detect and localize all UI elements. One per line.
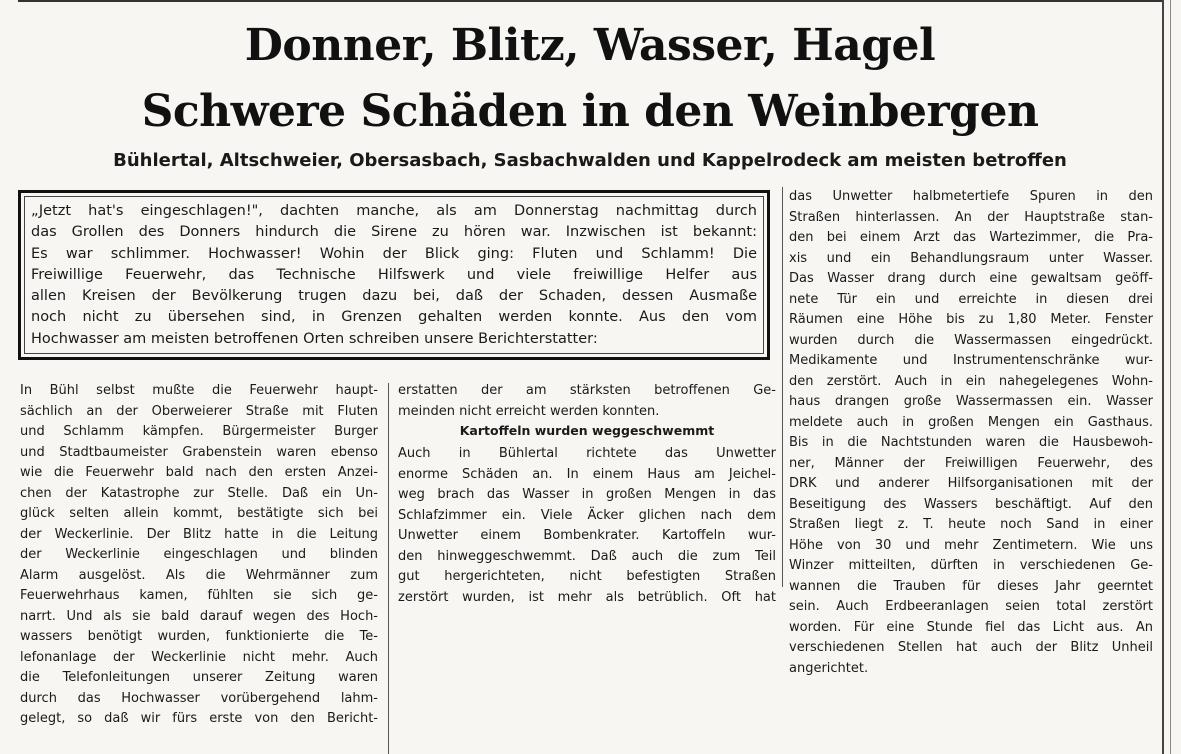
column-2-line: zerstört wurden, ist mehr als betrüblich. Oft hat xyxy=(398,589,776,605)
column-1-line: wassers benötigt wurden, funktionierte die Te- xyxy=(20,629,378,644)
column-3-line: sein. Auch Erdbeeranlagen seien total zerstört xyxy=(789,599,1153,614)
column-1-line: durch das Hochwasser vorübergehend lahm- xyxy=(20,690,378,706)
column-2-top xyxy=(398,381,776,422)
intro-paragraph xyxy=(31,201,757,350)
column-3-line: Winzer mitteilten, dürften in verschiedenen Ge- xyxy=(789,558,1153,573)
column-3-line: das Unwetter halbmetertiefe Spuren in den xyxy=(789,189,1153,204)
column-3-line: Beseitigung des Wassers beschäftigt. Auf den xyxy=(789,496,1153,512)
column-1-line: gelegt, so daß wir fürs erste von den Bericht- xyxy=(20,711,378,726)
intro-line: Hochwasser am meisten betroffenen Orten schreiben unsere Berichterstatter: xyxy=(31,330,598,347)
column-1-line: lefonanlage der Weckerlinie nicht mehr. Auch xyxy=(20,649,378,665)
column-3-line: meldete auch in großen Mengen ein Gasthaus. xyxy=(789,414,1153,430)
column-divider-2 xyxy=(782,187,783,587)
intro-box xyxy=(18,190,770,360)
column-3-line: haus drangen große Wassermassen ein. Wasser xyxy=(789,394,1153,409)
intro-line: Freiwillige Feuerwehr, das Technische Hilfswerk und viele freiwillige Helfer aus xyxy=(31,266,757,283)
column-3-line: xis und ein Behandlungsraum unter Wasser. xyxy=(789,250,1153,266)
column-3-line: Das Wasser drang durch eine gewaltsam geöff- xyxy=(789,271,1153,286)
column-1-line: der Weckerlinie. Der Blitz hatte in die Leitung xyxy=(20,526,378,542)
column-1-line: die Telefonleitungen unserer Zeitung waren xyxy=(20,670,378,685)
column-2-line: erstatten der am stärksten betroffenen Ge- xyxy=(398,383,776,398)
column-1-line: sächlich an der Oberweierer Straße mit Fluten xyxy=(20,403,378,419)
column-2-line: Auch in Bühlertal richtete das Unwetter xyxy=(398,446,776,461)
column-2-line: Schlafzimmer ein. Viele Äcker glichen nach dem xyxy=(398,507,776,523)
column-3-line: worden. Für eine Stunde fiel das Licht aus. An xyxy=(789,619,1153,635)
column-3-line: Bis in die Nachtstunden waren die Hausbewoh- xyxy=(789,435,1153,450)
column-2-line: meinden nicht erreicht werden konnten. xyxy=(398,403,660,419)
column-1-line: und Stadtbaumeister Grabenstein waren ebenso xyxy=(20,444,378,460)
column-2-line: den hinweggeschwemmt. Daß auch die zum Teil xyxy=(398,548,776,564)
column-divider-1 xyxy=(388,383,389,754)
column-1-line: der Weckerlinie eingeschlagen und blinden xyxy=(20,547,378,562)
right-rule xyxy=(1162,0,1164,754)
right-rule-thin xyxy=(1170,0,1171,754)
column-1-line: glück selten allein kommt, bestätigte sich bei xyxy=(20,506,378,521)
column-3-line: angerichtet. xyxy=(789,660,869,676)
intro-line: Es war schlimmer. Hochwasser! Wohin der Blick ging: Fluten und Schlamm! Die xyxy=(31,245,757,262)
column-3-line: Straßen liegt z. T. heute noch Sand in einer xyxy=(789,517,1153,532)
column-3-line: den zerstört. Auch in ein nahegelegenes Wohn- xyxy=(789,373,1153,389)
column-1-line: narrt. Und als sie bald darauf wegen des Hoch- xyxy=(20,608,378,624)
column-2-line: weg brach das Wasser in großen Mengen in das xyxy=(398,487,776,502)
column-2-line: Unwetter einem Bombenkrater. Kartoffeln wur- xyxy=(398,528,776,543)
column-3-line: den bei einem Arzt das Wartezimmer, die Pra- xyxy=(789,230,1153,245)
column-3-line: verschiedenen Stellen hat auch der Blitz Unheil xyxy=(789,640,1153,655)
column-1-line: Feuerwehrhaus kamen, fühlten sie sich ge- xyxy=(20,588,378,603)
column-3-line: nete Tür ein und erreichte in diesen drei xyxy=(789,291,1153,307)
intro-line: „Jetzt hat's eingeschlagen!", dachten manche, als am Donnerstag nachmittag durch xyxy=(31,203,757,219)
column-1-line: und Schlamm kämpfen. Bürgermeister Burger xyxy=(20,424,378,439)
column-1 xyxy=(20,381,378,730)
column-3-line: Medikamente und Instrumentenschränke wur- xyxy=(789,353,1153,368)
column-2-line: enorme Schäden an. In einem Haus am Jeichel- xyxy=(398,466,776,482)
intro-line: das Grollen des Donners hindurch die Sirene zu hören war. Inzwischen ist bekannt: xyxy=(31,224,757,241)
column-2-body xyxy=(398,444,776,608)
column-1-line: In Bühl selbst mußte die Feuerwehr haupt- xyxy=(20,383,378,398)
column-1-line: chen der Katastrophe zur Stelle. Daß ein Un- xyxy=(20,485,378,501)
column-3 xyxy=(789,187,1153,679)
column-2-line: gut hergerichteten, nicht befestigten Straßen xyxy=(398,569,776,584)
column-3-line: ner, Männer der Freiwilligen Feuerwehr, des xyxy=(789,455,1153,471)
column-1-line: Alarm ausgelöst. Als die Wehrmänner zum xyxy=(20,567,378,583)
intro-line: allen Kreisen der Bevölkerung trugen dazu bei, daß der Schaden, dessen Ausmaße xyxy=(31,288,757,305)
column-3-line: wannen die Trauben für dieses Jahr geerntet xyxy=(789,578,1153,594)
column-3-line: Räumen eine Höhe bis zu 1,80 Meter. Fenster xyxy=(789,312,1153,327)
section-heading: Kartoffeln wurden weggeschwemmt xyxy=(459,423,715,438)
column-3-line: Höhe von 30 und mehr Zentimetern. Wie uns xyxy=(789,537,1153,553)
top-rule xyxy=(18,0,1163,2)
column-1-line: wie die Feuerwehr bald nach den ersten Anzei- xyxy=(20,465,378,480)
column-3-line: wurden durch die Wassermassen eingedrückt. xyxy=(789,332,1153,348)
headline-line-1: Donner, Blitz, Wasser, Hagel xyxy=(244,20,936,71)
column-3-line: Straßen hinterlassen. An der Hauptstraße stan- xyxy=(789,209,1153,225)
headline-line-2: Schwere Schäden in den Weinbergen xyxy=(141,86,1039,137)
subheadline: Bühlertal, Altschweier, Obersasbach, Sasbachwalden und Kappelrodeck am meisten betroffen xyxy=(113,150,1067,171)
column-3-line: DRK und anderer Hilfsorganisationen mit der xyxy=(789,476,1153,491)
intro-line: noch nicht zu übersehen sind, in Grenzen gehalten werden konnte. Aus den vom xyxy=(31,309,757,326)
